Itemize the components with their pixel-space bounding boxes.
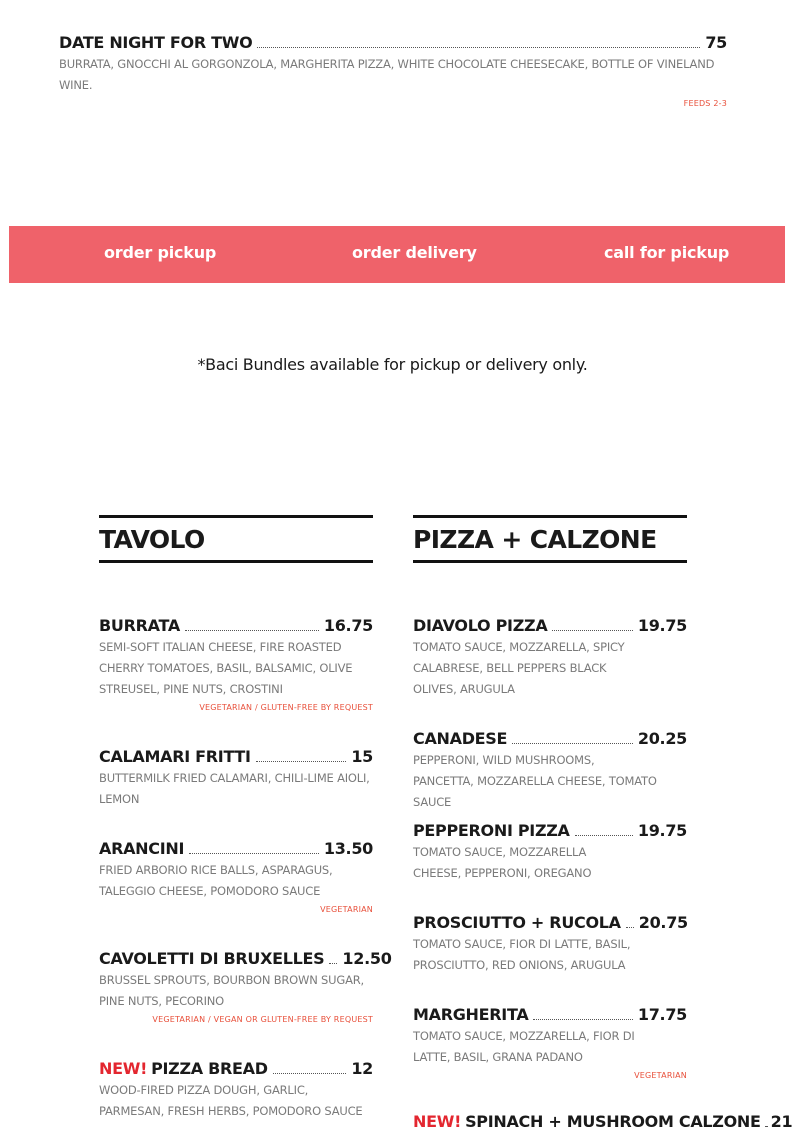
dot-leader [273,1073,347,1074]
item-description: BRUSSEL SPROUTS, BOURBON BROWN SUGAR, PINE NUTS, PECORINO [99,973,365,1008]
new-badge: NEW! [99,1059,148,1078]
item-name: CAVOLETTI DI BRUXELLES [99,949,325,968]
item-name: PIZZA BREAD [151,1059,268,1078]
dot-leader [533,1019,632,1020]
item-name: MARGHERITA [413,1005,529,1024]
item-description: SEMI-SOFT ITALIAN CHEESE, FIRE ROASTED CHERRY TOMATOES, BASIL, BALSAMIC, OLIVE STREUSEL, PINE NUTS, CROSTINI [99,640,353,696]
item-name: CANADESE [413,729,508,748]
item-price: 15 [351,747,373,766]
item-name: SPINACH + MUSHROOM CALZONE [465,1112,761,1131]
item-name: PROSCIUTTO + RUCOLA [413,913,621,932]
item-name: ARANCINI [99,839,185,858]
item-note: FEEDS 2-3 [683,99,727,108]
item-price: 16.75 [323,616,373,635]
item-name: DATE NIGHT FOR TWO [59,33,253,52]
menu-item [99,949,392,1024]
menu-item [99,747,373,810]
menu-item-date-night [59,33,727,108]
menu-item [413,616,687,700]
order-delivery-link[interactable]: order delivery [352,243,477,262]
item-price: 75 [705,33,727,52]
dot-leader [512,743,633,744]
item-note: VEGETARIAN [634,1071,687,1080]
item-price: 12.50 [342,949,392,968]
item-price: 17.75 [637,1005,687,1024]
section-header-pizza [413,515,687,563]
item-note: VEGETARIAN / GLUTEN-FREE BY REQUEST [199,703,373,712]
dot-leader [257,47,700,48]
item-note: VEGETARIAN / VEGAN OR GLUTEN-FREE BY REQUEST [152,1015,373,1024]
item-description: TOMATO SAUCE, MOZZARELLA, SPICY CALABRESE, BELL PEPPERS BLACK OLIVES, ARUGULA [413,640,625,696]
call-for-pickup-link[interactable]: call for pickup [604,243,730,262]
menu-item [413,1005,687,1080]
item-description: TOMATO SAUCE, FIOR DI LATTE, BASIL, PROSCIUTTO, RED ONIONS, ARUGULA [413,937,631,972]
dot-leader [185,630,319,631]
menu-item [413,1112,792,1131]
item-name: DIAVOLO PIZZA [413,616,548,635]
section-title: PIZZA + CALZONE [413,525,657,554]
item-price: 19.75 [637,821,687,840]
item-name: CALAMARI FRITTI [99,747,251,766]
dot-leader [256,761,347,762]
item-description: TOMATO SAUCE, MOZZARELLA, FIOR DI LATTE, BASIL, GRANA PADANO [413,1029,635,1064]
item-price: 19.75 [637,616,687,635]
section-title: TAVOLO [99,525,205,554]
dot-leader [552,630,632,631]
order-pickup-link[interactable]: order pickup [104,243,217,262]
menu-item [99,1059,373,1122]
dot-leader [189,853,319,854]
item-price: 20.75 [638,913,688,932]
item-name: BURRATA [99,616,180,635]
item-price: 20.25 [637,729,687,748]
dot-leader [626,927,634,928]
item-description: WOOD-FIRED PIZZA DOUGH, GARLIC, PARMESAN, FRESH HERBS, POMODORO SAUCE [99,1083,363,1118]
order-banner [9,226,785,283]
dot-leader [329,963,337,964]
item-description: BUTTERMILK FRIED CALAMARI, CHILI-LIME AIOLI, LEMON [99,771,370,806]
section-header-tavolo [99,515,373,563]
item-description: PEPPERONI, WILD MUSHROOMS, PANCETTA, MOZZARELLA CHEESE, TOMATO SAUCE [413,753,657,809]
menu-item [413,913,687,976]
item-description: FRIED ARBORIO RICE BALLS, ASPARAGUS, TALEGGIO CHEESE, POMODORO SAUCE [99,863,333,898]
menu-item [413,821,687,884]
item-price: 13.50 [323,839,373,858]
item-note: VEGETARIAN [320,905,373,914]
dot-leader [575,835,633,836]
new-badge: NEW! [413,1112,462,1131]
menu-item [413,729,687,813]
item-name-row [413,1112,761,1131]
dot-leader [765,1126,767,1127]
item-price: 12 [351,1059,373,1078]
item-description: TOMATO SAUCE, MOZZARELLA CHEESE, PEPPERONI, OREGANO [413,845,592,880]
item-description: BURRATA, GNOCCHI AL GORGONZOLA, MARGHERITA PIZZA, WHITE CHOCOLATE CHEESECAKE, BOTTLE OF VINELAND WINE. [59,57,715,92]
menu-item [99,839,373,914]
item-name-row [99,1059,268,1078]
bundles-footnote: *Baci Bundles available for pickup or delivery only. [197,355,588,374]
item-name: PEPPERONI PIZZA [413,821,570,840]
menu-item [99,616,373,712]
item-price: 21 [770,1112,792,1131]
